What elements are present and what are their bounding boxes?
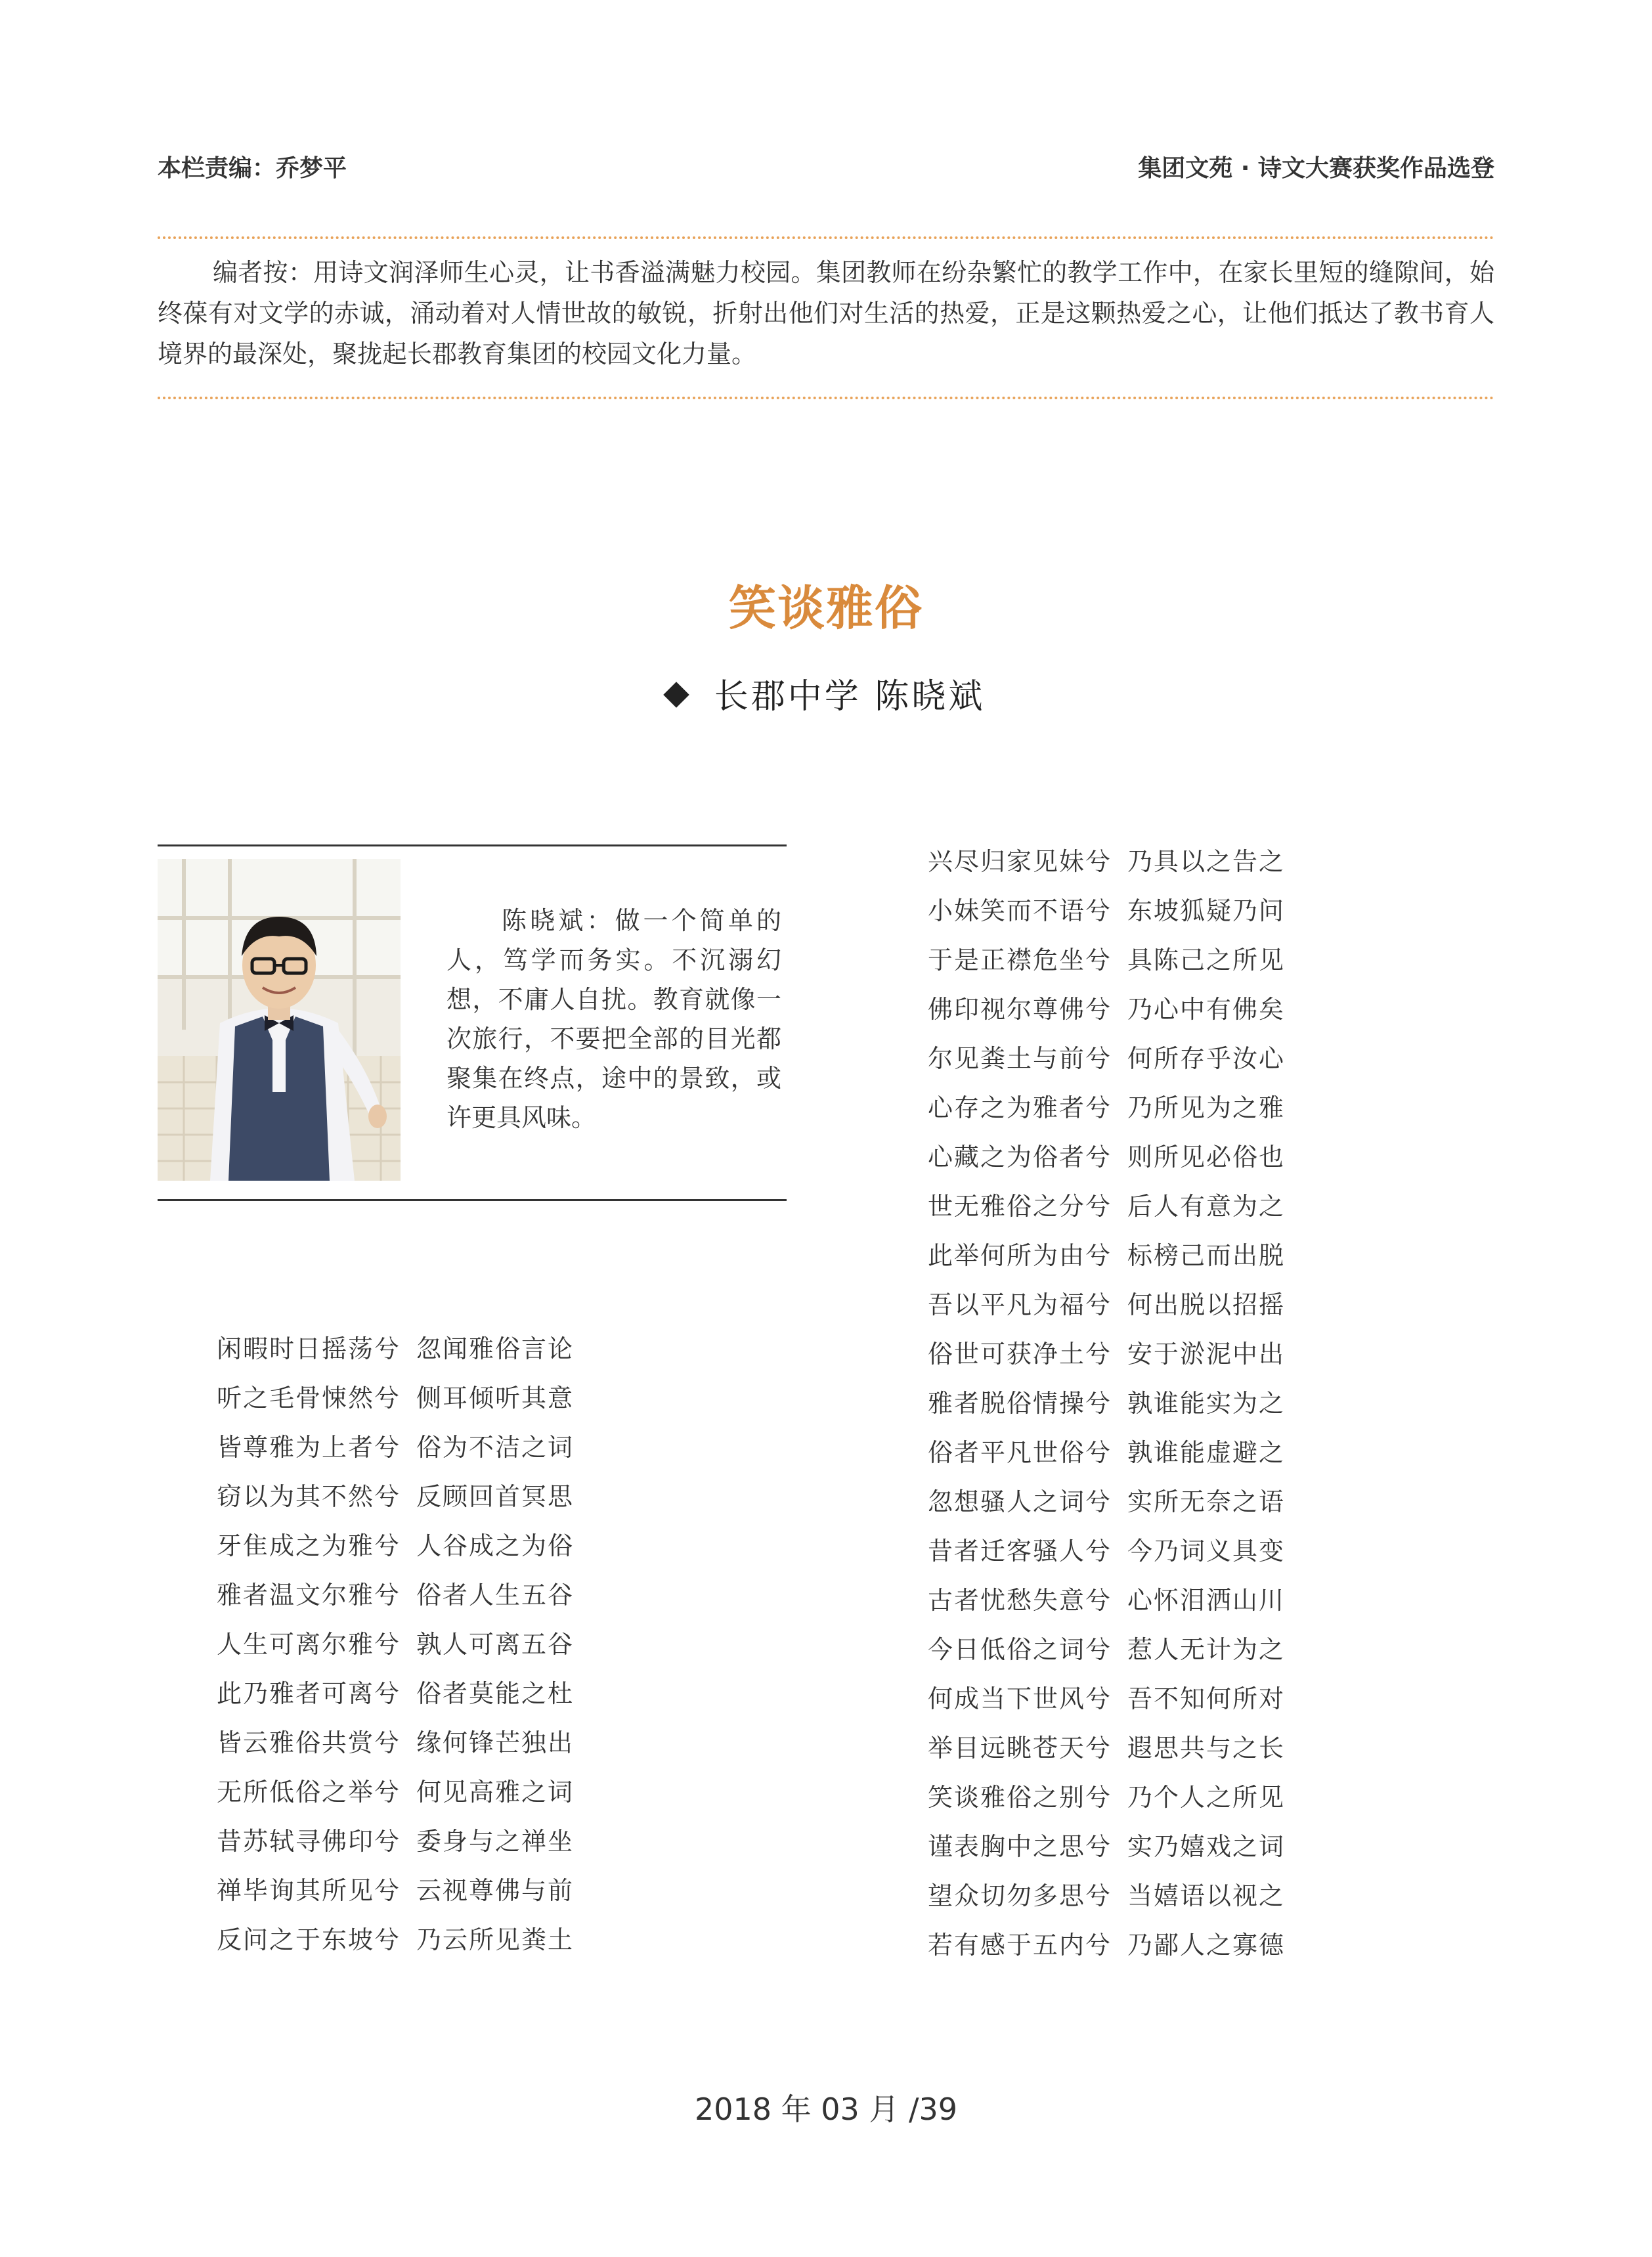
poem-line-first-half: 笑谈雅俗之别兮 (928, 1783, 1112, 1812)
poem-line-second-half: 何见高雅之词 (416, 1778, 575, 1807)
poem-line-first-half: 世无雅俗之分兮 (928, 1192, 1112, 1221)
poem-line (217, 1423, 624, 1472)
poem-line-first-half: 俗者平凡世俗兮 (928, 1438, 1112, 1467)
poem-line-first-half: 此举何所为由兮 (928, 1241, 1112, 1270)
article-title: 笑谈雅俗 (728, 580, 923, 636)
poem-line-first-half: 雅者温文尔雅兮 (217, 1581, 401, 1610)
poem-line-first-half: 皆云雅俗共赏兮 (217, 1728, 401, 1757)
poem-right-column (928, 837, 1335, 1970)
poem-line-first-half: 皆尊雅为上者兮 (217, 1433, 401, 1462)
poem-line-second-half: 俗者人生五谷 (416, 1581, 575, 1610)
poem-line (217, 1719, 624, 1768)
poem-line-second-half: 吾不知何所对 (1127, 1684, 1286, 1713)
poem-line (928, 1281, 1335, 1330)
poem-line-first-half: 昔者迁客骚人兮 (928, 1537, 1112, 1566)
poem-line-first-half: 古者忧愁失意兮 (928, 1586, 1112, 1615)
poem-line (928, 837, 1335, 887)
poem-line-second-half: 俗为不洁之词 (416, 1433, 575, 1462)
poem-line (928, 1576, 1335, 1625)
poem-line-second-half: 心怀泪洒山川 (1127, 1586, 1286, 1615)
poem-line (928, 1182, 1335, 1231)
poem-line (928, 1625, 1335, 1675)
poem-line (928, 1428, 1335, 1478)
poem-line-first-half: 吾以平凡为福兮 (928, 1290, 1112, 1319)
poem-line-second-half: 云视尊佛与前 (416, 1876, 575, 1905)
poem-line (928, 985, 1335, 1034)
poem-line-first-half: 今日低俗之词兮 (928, 1635, 1112, 1664)
poem-line (928, 1675, 1335, 1724)
poem-line (928, 936, 1335, 985)
bio-top-rule (158, 844, 787, 846)
poem-line (217, 1325, 624, 1374)
poem-line-second-half: 孰人可离五谷 (416, 1630, 575, 1659)
poem-line (928, 1330, 1335, 1379)
poem-line (928, 1872, 1335, 1921)
poem-line-first-half: 忽想骚人之词兮 (928, 1487, 1112, 1516)
poem-line (928, 887, 1335, 936)
poem-line-second-half: 乃个人之所见 (1127, 1783, 1286, 1812)
poem-line (217, 1817, 624, 1866)
poem-line (928, 1133, 1335, 1182)
poem-line (928, 1822, 1335, 1872)
poem-line-second-half: 乃具以之告之 (1127, 847, 1286, 876)
poem-line-second-half: 反顾回首冥思 (416, 1482, 575, 1511)
poem-line-first-half: 举目远眺苍天兮 (928, 1734, 1112, 1763)
poem-line (217, 1669, 624, 1719)
poem-line-first-half: 无所低俗之举兮 (217, 1778, 401, 1807)
poem-line-first-half: 窃以为其不然兮 (217, 1482, 401, 1511)
poem-line-first-half: 于是正襟危坐兮 (928, 946, 1112, 975)
header-column: 集团文苑 · 诗文大赛获奖作品选登 (1138, 155, 1494, 182)
poem-line-second-half: 惹人无计为之 (1127, 1635, 1286, 1664)
poem-line-first-half: 牙隹成之为雅兮 (217, 1531, 401, 1560)
poem-line-first-half: 佛印视尔尊佛兮 (928, 995, 1112, 1024)
poem-line-first-half: 望众切勿多思兮 (928, 1881, 1112, 1910)
poem-line (928, 1034, 1335, 1084)
poem-line-first-half: 若有感于五内兮 (928, 1931, 1112, 1960)
editor-note: 编者按：用诗文润泽师生心灵，让书香溢满魅力校园。集团教师在纷杂繁忙的教学工作中，在家长里短的缝隙间，始终葆有对文学的赤诚，涌动着对人情世故的敏锐，折射出他们对生活的热爱，正是这颗热爱之心，让他们抵达了教书育人境界的最深处，聚拢起长郡教育集团的校园文化力量。 (158, 258, 1494, 368)
poem-line (217, 1472, 624, 1522)
poem-line (928, 1478, 1335, 1527)
poem-line-first-half: 此乃雅者可离兮 (217, 1679, 401, 1708)
poem-line-second-half: 实乃嬉戏之词 (1127, 1832, 1286, 1861)
poem-line (217, 1768, 624, 1817)
poem-line (928, 1773, 1335, 1822)
poem-line (217, 1916, 624, 1965)
poem-line-second-half: 后人有意为之 (1127, 1192, 1286, 1221)
poem-line-second-half: 委身与之禅坐 (416, 1827, 575, 1856)
poem-line-second-half: 缘何锋芒独出 (416, 1728, 575, 1757)
poem-line-first-half: 俗世可获净土兮 (928, 1340, 1112, 1369)
poem-line-second-half: 今乃词义具变 (1127, 1537, 1286, 1566)
poem-line-first-half: 人生可离尔雅兮 (217, 1630, 401, 1659)
poem-line-first-half: 何成当下世风兮 (928, 1684, 1112, 1713)
poem-line-second-half: 遐思共与之长 (1127, 1734, 1286, 1763)
poem-line (928, 1527, 1335, 1576)
poem-line-first-half: 兴尽归家见妹兮 (928, 847, 1112, 876)
poem-line-second-half: 乃所见为之雅 (1127, 1093, 1286, 1122)
bio-bottom-rule (158, 1199, 787, 1201)
article-byline (0, 668, 1652, 718)
poem-line (928, 1921, 1335, 1970)
diamond-bullet-icon (663, 682, 689, 708)
poem-line (217, 1571, 624, 1620)
poem-line-second-half: 实所无奈之语 (1127, 1487, 1286, 1516)
poem-line-second-half: 忽闻雅俗言论 (416, 1334, 575, 1363)
poem-line-second-half: 何出脱以招摇 (1127, 1290, 1286, 1319)
poem-line-first-half: 尔见粪土与前兮 (928, 1044, 1112, 1073)
poem-line-second-half: 乃云所见粪土 (416, 1925, 575, 1954)
poem-line-second-half: 何所存乎汝心 (1127, 1044, 1286, 1073)
poem-line (217, 1374, 624, 1423)
poem-line-second-half: 人谷成之为俗 (416, 1531, 575, 1560)
poem-line-second-half: 孰谁能虚避之 (1127, 1438, 1286, 1467)
page-footer: 2018 年 03 月 /39 (694, 2092, 958, 2127)
poem-line-first-half: 谨表胸中之思兮 (928, 1832, 1112, 1861)
poem-line-first-half: 小妹笑而不语兮 (928, 896, 1112, 925)
poem-line (217, 1522, 624, 1571)
poem-line-first-half: 心存之为雅者兮 (928, 1093, 1112, 1122)
byline-text: 长郡中学 陈晓斌 (714, 677, 986, 716)
author-bio: 陈晓斌：做一个简单的人，笃学而务实。不沉溺幻想，不庸人自扰。教育就像一次旅行，不要把全部的目光都聚集在终点，途中的景致，或许更具风味。 (446, 906, 781, 1132)
bottom-dotted-divider (158, 397, 1494, 399)
poem-line-first-half: 听之毛骨悚然兮 (217, 1384, 401, 1413)
poem-line-first-half: 心藏之为俗者兮 (928, 1143, 1112, 1172)
poem-line-second-half: 乃心中有佛矣 (1127, 995, 1286, 1024)
poem-line (928, 1724, 1335, 1773)
header-editor: 本栏责编：乔梦平 (158, 155, 347, 182)
poem-line (928, 1084, 1335, 1133)
poem-line-second-half: 东坡狐疑乃问 (1127, 896, 1286, 925)
poem-line-first-half: 禅毕询其所见兮 (217, 1876, 401, 1905)
poem-line (217, 1620, 624, 1669)
poem-line-first-half: 反问之于东坡兮 (217, 1925, 401, 1954)
poem-line-first-half: 闲暇时日摇荡兮 (217, 1334, 401, 1363)
poem-line-first-half: 昔苏轼寻佛印兮 (217, 1827, 401, 1856)
poem-line-second-half: 安于淤泥中出 (1127, 1340, 1286, 1369)
poem-line (928, 1231, 1335, 1281)
poem-line-second-half: 俗者莫能之杜 (416, 1679, 575, 1708)
poem-line (928, 1379, 1335, 1428)
poem-line-second-half: 乃鄙人之寡德 (1127, 1931, 1286, 1960)
poem-left-column (217, 1325, 624, 1965)
poem-line-second-half: 侧耳倾听其意 (416, 1384, 575, 1413)
poem-line-second-half: 孰谁能实为之 (1127, 1389, 1286, 1418)
poem-line-first-half: 雅者脱俗情操兮 (928, 1389, 1112, 1418)
poem-line (217, 1866, 624, 1916)
author-photo (158, 859, 401, 1181)
top-dotted-divider (158, 236, 1494, 239)
poem-line-second-half: 标榜己而出脱 (1127, 1241, 1286, 1270)
poem-line-second-half: 则所见必俗也 (1127, 1143, 1286, 1172)
poem-line-second-half: 具陈己之所见 (1127, 946, 1286, 975)
poem-line-second-half: 当嬉语以视之 (1127, 1881, 1286, 1910)
